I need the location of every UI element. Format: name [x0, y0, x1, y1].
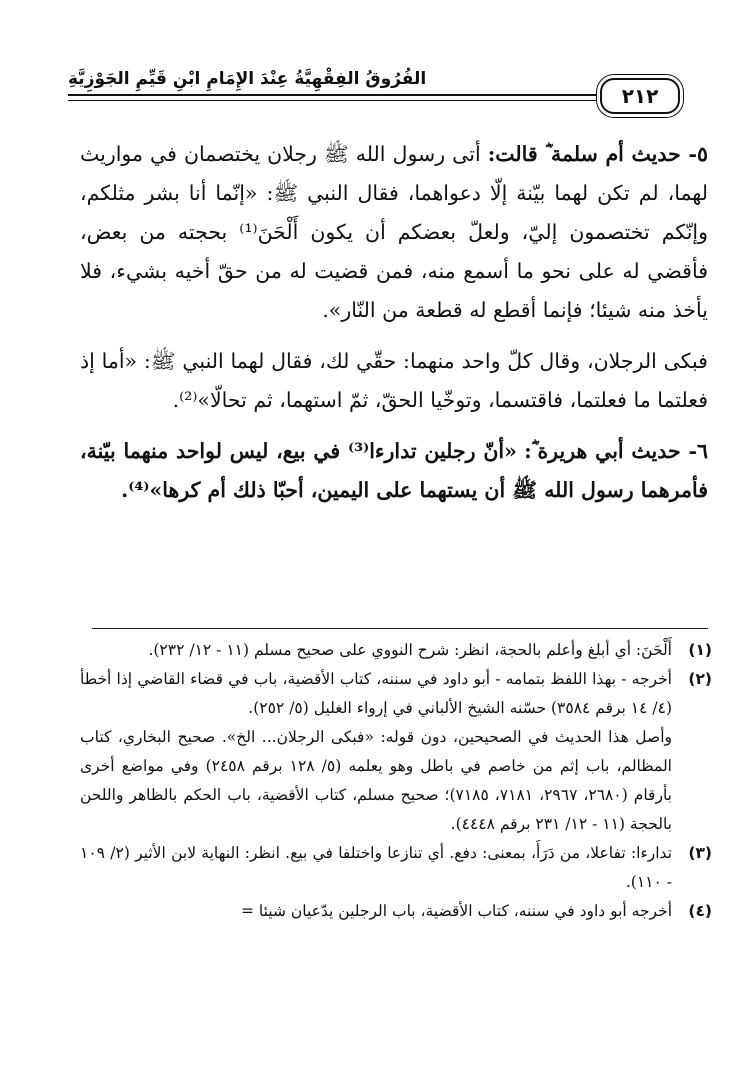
page-header — [68, 66, 680, 110]
footnote — [80, 897, 712, 926]
footnote — [80, 636, 712, 665]
page-number: ٢١٢ — [600, 78, 680, 114]
hadith-6-heading: ٦- حديث أبي هريرة ؓ: — [524, 439, 708, 463]
footnote-text — [80, 897, 672, 926]
footnote-number: (٣) — [688, 844, 712, 862]
hadith-5-heading: ٥- حديث أم سلمة ؓ قالت: — [487, 142, 708, 166]
hadith-6-text: «أنّ رجلين تدارءا⁽³⁾ في بيع، ليس لواحد منهما بيّنة، فأمرهما رسول الله ﷺ أن يستهما على اليمين، أحبّا ذلك أم كرها»⁽⁴⁾. — [80, 439, 708, 502]
footnote-line: وأصل هذا الحديث في الصحيحين، دون قوله: «فبكى الرجلان... الخ». صحيح البخاري، كتاب المظالم، باب إثم من خاصم في باطل وهو يعلمه (٥/ ١٢٨ برقم ٢٤٥٨) وفي مواضع أخرى بأرقام (٢٦٨٠، ٢٩٦٧، ٧١٨١، ٧١٨٥)؛ صحيح مسلم، كتاب الأقضية، باب الحكم بالظاهر واللحن بالحجة (١١ - ١٢/ ٢٣١ برقم ٤٤٤٨). — [80, 728, 672, 833]
footnote-line: تدارءا: تفاعلا، من دَرَأَ، بمعنى: دفع. أي تنازعا واختلفا في بيع. انظر: النهاية لابن الأثير (٢/ ١٠٩ - ١١٠). — [80, 844, 672, 891]
main-text — [80, 135, 708, 522]
continuation-text: فبكى الرجلان، وقال كلّ واحد منهما: حقّي لك، فقال لهما النبي ﷺ: «أما إذ فعلتما ما فعلتما، فاقتسما، وتوخّيا الحقّ، ثمّ استهما، ثم تحالّا»⁽²⁾. — [80, 349, 708, 412]
footnote-line: أخرجه أبو داود في سننه، كتاب الأقضية، باب الرجلين يدّعيان شيئا = — [240, 902, 672, 920]
footnote — [80, 839, 712, 897]
footnote-separator — [92, 628, 708, 629]
header-rule-thin — [68, 100, 680, 101]
footnote-number: (٤) — [688, 902, 712, 920]
footnote-line: أخرجه - بهذا اللفظ بتمامه - أبو داود في سننه، كتاب الأقضية، باب في قضاء القاضي إذا أخطأ (٤/ ١٤ برقم ٣٥٨٤) حسّنه الشيخ الألباني في إرواء الغليل (٥/ ٢٥٢). — [80, 670, 672, 717]
footnote-text — [80, 839, 672, 897]
running-title: الفُرُوقُ الفِقْهِيَّةُ عِنْدَ الإِمَامِ ابْنِ قَيِّمِ الجَوْزِيَّةِ — [68, 69, 427, 89]
hadith-5-text: أتى رسول الله ﷺ رجلان يختصمان في مواريث لهما، لم تكن لهما بيّنة إلّا دعواهما، فقال النبي ﷺ: «إنّما أنا بشر مثلكم، وإنّكم تختصمون إليّ، ولعلّ بعضكم أن يكون أَلْحَنَ⁽¹⁾ بحجته من بعض، فأقضي له على نحو ما أسمع منه، فمن قضيت له من حقّ أخيه بشيء، فلا يأخذ منه شيئا؛ فإنما أقطع له قطعة من النّار». — [80, 142, 708, 322]
paragraph-continuation — [80, 342, 708, 420]
footnote-number: (١) — [688, 641, 712, 659]
footnote-line: أَلْحَنَ: أي أبلغ وأعلم بالحجة، انظر: شرح النووي على صحيح مسلم (١١ - ١٢/ ٢٣٢). — [148, 641, 672, 659]
paragraph-hadith-5 — [80, 135, 708, 330]
footnote — [80, 665, 712, 839]
footnote-number: (٢) — [688, 670, 712, 688]
paragraph-hadith-6 — [80, 432, 708, 510]
footnote-text — [80, 665, 672, 839]
footnotes — [80, 636, 712, 926]
footnote-text — [80, 636, 672, 665]
header-rule — [68, 94, 680, 96]
